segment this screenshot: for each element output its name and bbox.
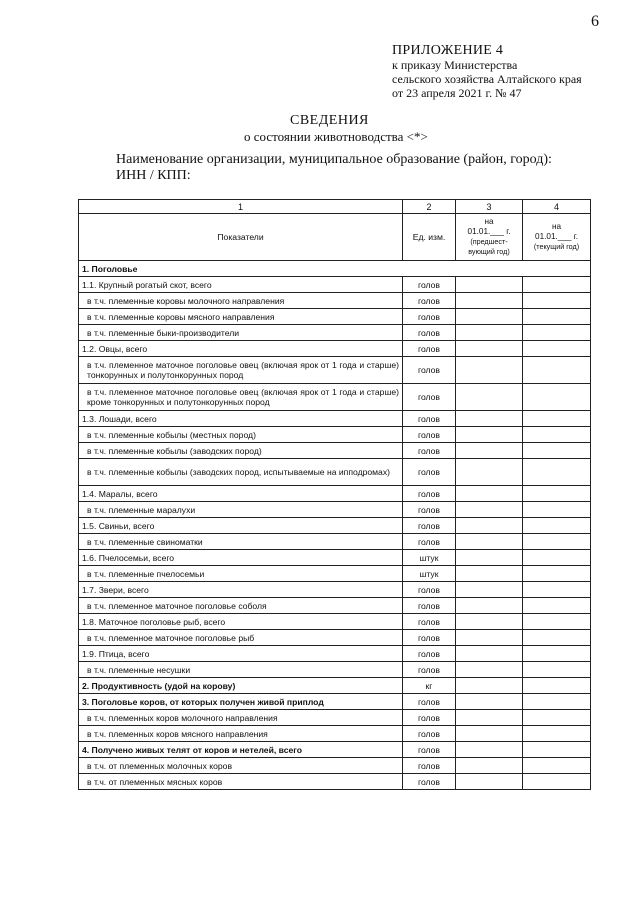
current-year-value-cell[interactable] bbox=[523, 566, 591, 582]
unit-cell: голов bbox=[403, 443, 456, 459]
unit-cell: голов bbox=[403, 758, 456, 774]
current-year-value-cell[interactable] bbox=[523, 341, 591, 357]
table-row bbox=[79, 614, 591, 630]
table-row bbox=[79, 309, 591, 325]
current-year-value-cell[interactable] bbox=[523, 411, 591, 427]
indicator-name: в т.ч. от племенных мясных коров bbox=[79, 774, 403, 790]
unit-cell: голов bbox=[403, 459, 456, 486]
indicator-name: 1. Поголовье bbox=[79, 261, 591, 277]
indicator-name: 1.2. Овцы, всего bbox=[79, 341, 403, 357]
date-prefix: на bbox=[484, 217, 494, 226]
previous-year-value-cell[interactable] bbox=[456, 742, 523, 758]
table-row bbox=[79, 774, 591, 790]
previous-year-value-cell[interactable] bbox=[456, 694, 523, 710]
table-row bbox=[79, 459, 591, 486]
previous-year-value-cell[interactable] bbox=[456, 662, 523, 678]
table-row bbox=[79, 694, 591, 710]
table-row bbox=[79, 261, 591, 277]
previous-year-value-cell[interactable] bbox=[456, 518, 523, 534]
current-year-value-cell[interactable] bbox=[523, 582, 591, 598]
current-year-value-cell[interactable] bbox=[523, 357, 591, 384]
table-row bbox=[79, 582, 591, 598]
current-year-value-cell[interactable] bbox=[523, 726, 591, 742]
unit-cell: голов bbox=[403, 357, 456, 384]
date-value: 01.01.___ г. bbox=[467, 227, 511, 236]
unit-cell: голов bbox=[403, 325, 456, 341]
column-number: 1 bbox=[79, 200, 403, 214]
unit-cell: голов bbox=[403, 384, 456, 411]
unit-cell: голов bbox=[403, 646, 456, 662]
previous-year-value-cell[interactable] bbox=[456, 411, 523, 427]
previous-year-value-cell[interactable] bbox=[456, 598, 523, 614]
indicator-name: в т.ч. племенные быки-производители bbox=[79, 325, 403, 341]
unit-cell: штук bbox=[403, 566, 456, 582]
indicator-name: 1.3. Лошади, всего bbox=[79, 411, 403, 427]
indicator-name: 1.7. Звери, всего bbox=[79, 582, 403, 598]
previous-year-value-cell[interactable] bbox=[456, 630, 523, 646]
current-year-value-cell[interactable] bbox=[523, 427, 591, 443]
table-row bbox=[79, 486, 591, 502]
unit-cell: голов bbox=[403, 427, 456, 443]
organization-fields bbox=[116, 152, 552, 184]
previous-year-value-cell[interactable] bbox=[456, 293, 523, 309]
table-row bbox=[79, 758, 591, 774]
table-row bbox=[79, 726, 591, 742]
indicator-name: 1.8. Маточное поголовье рыб, всего bbox=[79, 614, 403, 630]
current-year-value-cell[interactable] bbox=[523, 678, 591, 694]
indicator-name: в т.ч. племенное маточное поголовье рыб bbox=[79, 630, 403, 646]
appendix-line: сельского хозяйства Алтайского края bbox=[392, 72, 582, 86]
current-year-value-cell[interactable] bbox=[523, 309, 591, 325]
indicator-name: в т.ч. племенное маточное поголовье овец (включая ярок от 1 года и старше) тонкорунных и полутонкорунных пород bbox=[79, 357, 403, 384]
previous-year-value-cell[interactable] bbox=[456, 726, 523, 742]
indicator-name: в т.ч. племенные кобылы (заводских пород, испытываемые на ипподромах) bbox=[79, 459, 403, 486]
organization-name-label: Наименование организации, муниципальное образование (район, город): bbox=[116, 152, 552, 167]
table-row bbox=[79, 427, 591, 443]
indicator-name: 2. Продуктивность (удой на корову) bbox=[79, 678, 403, 694]
appendix-title: ПРИЛОЖЕНИЕ 4 bbox=[392, 43, 504, 58]
appendix-block bbox=[392, 44, 582, 100]
indicator-name: в т.ч. племенные свиноматки bbox=[79, 534, 403, 550]
date-prefix: на bbox=[551, 222, 562, 231]
table-row bbox=[79, 646, 591, 662]
unit-cell: голов bbox=[403, 309, 456, 325]
previous-year-value-cell[interactable] bbox=[456, 384, 523, 411]
date-note: (предшест-вующий год) bbox=[468, 237, 510, 256]
appendix-line: от 23 апреля 2021 г. № 47 bbox=[392, 86, 522, 100]
unit-cell: голов bbox=[403, 630, 456, 646]
previous-year-value-cell[interactable] bbox=[456, 486, 523, 502]
column-number: 2 bbox=[403, 200, 456, 214]
current-year-value-cell[interactable] bbox=[523, 758, 591, 774]
previous-year-value-cell[interactable] bbox=[456, 678, 523, 694]
indicator-name: 1.6. Пчелосемьи, всего bbox=[79, 550, 403, 566]
table-row bbox=[79, 598, 591, 614]
current-year-value-cell[interactable] bbox=[523, 518, 591, 534]
current-year-value-cell[interactable] bbox=[523, 384, 591, 411]
current-year-header bbox=[523, 214, 591, 261]
indicator-name: 1.5. Свиньи, всего bbox=[79, 518, 403, 534]
indicator-name: 3. Поголовье коров, от которых получен живой приплод bbox=[79, 694, 403, 710]
previous-year-value-cell[interactable] bbox=[456, 758, 523, 774]
table-row bbox=[79, 384, 591, 411]
appendix-line: к приказу Министерства bbox=[392, 58, 518, 72]
unit-cell: голов bbox=[403, 486, 456, 502]
current-year-value-cell[interactable] bbox=[523, 325, 591, 341]
indicator-name: 4. Получено живых телят от коров и нетелей, всего bbox=[79, 742, 403, 758]
unit-cell: голов bbox=[403, 502, 456, 518]
unit-cell: голов bbox=[403, 774, 456, 790]
unit-cell: голов bbox=[403, 742, 456, 758]
previous-year-value-cell[interactable] bbox=[456, 325, 523, 341]
unit-cell: голов bbox=[403, 710, 456, 726]
table-row bbox=[79, 534, 591, 550]
previous-year-value-cell[interactable] bbox=[456, 710, 523, 726]
indicator-name: 1.4. Маралы, всего bbox=[79, 486, 403, 502]
table-row bbox=[79, 566, 591, 582]
previous-year-value-cell[interactable] bbox=[456, 459, 523, 486]
current-year-value-cell[interactable] bbox=[523, 598, 591, 614]
indicator-name: 1.9. Птица, всего bbox=[79, 646, 403, 662]
table-row bbox=[79, 293, 591, 309]
previous-year-value-cell[interactable] bbox=[456, 774, 523, 790]
indicator-name: в т.ч. племенных коров молочного направления bbox=[79, 710, 403, 726]
table-row bbox=[79, 518, 591, 534]
indicator-name: 1.1. Крупный рогатый скот, всего bbox=[79, 277, 403, 293]
current-year-value-cell[interactable] bbox=[523, 694, 591, 710]
table-row bbox=[79, 325, 591, 341]
current-year-value-cell[interactable] bbox=[523, 646, 591, 662]
unit-header: Ед. изм. bbox=[403, 214, 456, 261]
table-row bbox=[79, 443, 591, 459]
livestock-table bbox=[78, 199, 591, 790]
unit-cell: кг bbox=[403, 678, 456, 694]
previous-year-value-cell[interactable] bbox=[456, 309, 523, 325]
previous-year-value-cell[interactable] bbox=[456, 357, 523, 384]
current-year-value-cell[interactable] bbox=[523, 277, 591, 293]
indicator-name: в т.ч. племенные коровы мясного направления bbox=[79, 309, 403, 325]
previous-year-value-cell[interactable] bbox=[456, 443, 523, 459]
column-header-row bbox=[79, 214, 591, 261]
previous-year-value-cell[interactable] bbox=[456, 341, 523, 357]
previous-year-value-cell[interactable] bbox=[456, 566, 523, 582]
current-year-value-cell[interactable] bbox=[523, 614, 591, 630]
indicator-name: в т.ч. племенные коровы молочного направления bbox=[79, 293, 403, 309]
previous-year-value-cell[interactable] bbox=[456, 427, 523, 443]
previous-year-value-cell[interactable] bbox=[456, 614, 523, 630]
indicator-name: в т.ч. племенные пчелосемьи bbox=[79, 566, 403, 582]
previous-year-value-cell[interactable] bbox=[456, 277, 523, 293]
table-row bbox=[79, 411, 591, 427]
current-year-value-cell[interactable] bbox=[523, 293, 591, 309]
indicator-name: в т.ч. племенные несушки bbox=[79, 662, 403, 678]
current-year-value-cell[interactable] bbox=[523, 630, 591, 646]
table-row bbox=[79, 277, 591, 293]
table-row bbox=[79, 678, 591, 694]
current-year-value-cell[interactable] bbox=[523, 443, 591, 459]
indicator-name: в т.ч. племенные маралухи bbox=[79, 502, 403, 518]
current-year-value-cell[interactable] bbox=[523, 550, 591, 566]
unit-cell: голов bbox=[403, 598, 456, 614]
indicator-name: в т.ч. племенные кобылы (заводских пород) bbox=[79, 443, 403, 459]
unit-cell: голов bbox=[403, 582, 456, 598]
date-value: 01.01.___ г. bbox=[535, 232, 578, 241]
indicator-name: в т.ч. племенное маточное поголовье овец (включая ярок от 1 года и старше) кроме тонкорунных и полутонкорунных пород bbox=[79, 384, 403, 411]
page-number: 6 bbox=[591, 13, 599, 30]
current-year-value-cell[interactable] bbox=[523, 742, 591, 758]
current-year-value-cell[interactable] bbox=[523, 486, 591, 502]
table-row bbox=[79, 662, 591, 678]
previous-year-value-cell[interactable] bbox=[456, 550, 523, 566]
date-note: (текущий год) bbox=[533, 242, 580, 251]
previous-year-value-cell[interactable] bbox=[456, 502, 523, 518]
previous-year-header bbox=[456, 214, 523, 261]
table-row bbox=[79, 742, 591, 758]
current-year-value-cell[interactable] bbox=[523, 502, 591, 518]
current-year-value-cell[interactable] bbox=[523, 534, 591, 550]
current-year-value-cell[interactable] bbox=[523, 662, 591, 678]
unit-cell: голов bbox=[403, 694, 456, 710]
column-number: 3 bbox=[456, 200, 523, 214]
unit-cell: голов bbox=[403, 614, 456, 630]
previous-year-value-cell[interactable] bbox=[456, 534, 523, 550]
document-title: СВЕДЕНИЯ bbox=[290, 113, 369, 128]
unit-cell: голов bbox=[403, 293, 456, 309]
table-row bbox=[79, 710, 591, 726]
previous-year-value-cell[interactable] bbox=[456, 646, 523, 662]
document-subtitle: о состоянии животноводства <*> bbox=[244, 129, 428, 144]
current-year-value-cell[interactable] bbox=[523, 774, 591, 790]
indicator-name: в т.ч. от племенных молочных коров bbox=[79, 758, 403, 774]
unit-cell: штук bbox=[403, 550, 456, 566]
unit-cell: голов bbox=[403, 534, 456, 550]
column-number-row bbox=[79, 200, 591, 214]
unit-cell: голов bbox=[403, 341, 456, 357]
unit-cell: голов bbox=[403, 726, 456, 742]
indicator-name: в т.ч. племенные кобылы (местных пород) bbox=[79, 427, 403, 443]
current-year-value-cell[interactable] bbox=[523, 459, 591, 486]
table-row bbox=[79, 341, 591, 357]
current-year-value-cell[interactable] bbox=[523, 710, 591, 726]
unit-cell: голов bbox=[403, 277, 456, 293]
unit-cell: голов bbox=[403, 411, 456, 427]
unit-cell: голов bbox=[403, 662, 456, 678]
table-row bbox=[79, 357, 591, 384]
inn-kpp-label: ИНН / КПП: bbox=[116, 168, 191, 183]
table-row bbox=[79, 550, 591, 566]
indicators-header: Показатели bbox=[79, 214, 403, 261]
indicator-name: в т.ч. племенное маточное поголовье соболя bbox=[79, 598, 403, 614]
table-row bbox=[79, 502, 591, 518]
unit-cell: голов bbox=[403, 518, 456, 534]
column-number: 4 bbox=[523, 200, 591, 214]
indicator-name: в т.ч. племенных коров мясного направления bbox=[79, 726, 403, 742]
previous-year-value-cell[interactable] bbox=[456, 582, 523, 598]
table-row bbox=[79, 630, 591, 646]
